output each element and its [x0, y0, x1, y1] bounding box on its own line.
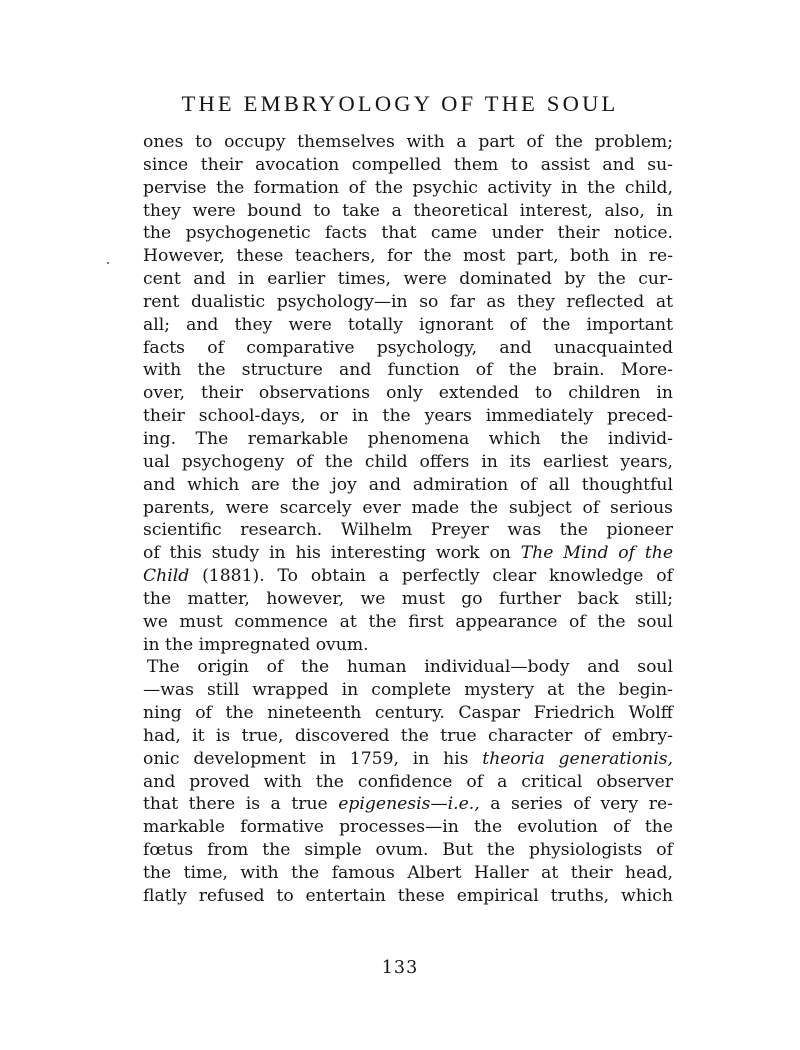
- line-text: cent and in earlier times, were dominated by the cur-: [143, 269, 673, 290]
- text-line: [143, 222, 673, 245]
- italic-text: The Mind of the: [520, 543, 674, 564]
- text-line: [143, 542, 673, 565]
- line-text: of this study in his interesting work on: [143, 543, 521, 564]
- line-text: had, it is true, discovered the true character of embry-: [143, 725, 673, 746]
- text-line: [143, 816, 673, 839]
- text-line: [143, 679, 673, 702]
- line-text: rent dualistic psychology—in so far as they reflected at: [143, 291, 673, 312]
- text-line: [143, 725, 673, 748]
- text-line: [143, 154, 673, 177]
- line-text: their school-days, or in the years immediately preced-: [143, 406, 673, 427]
- line-text: However, these teachers, for the most part, both in re-: [143, 246, 673, 267]
- line-text: they were bound to take a theoretical interest, also, in: [143, 200, 673, 221]
- margin-speck: [107, 262, 109, 264]
- line-text: and proved with the confidence of a critical observer: [143, 771, 673, 792]
- text-line: [143, 405, 673, 428]
- line-text: ones to occupy themselves with a part of the problem;: [143, 132, 673, 152]
- line-text: onic development in 1759, in his: [143, 748, 483, 769]
- text-line: [143, 793, 673, 816]
- text-line: [143, 382, 673, 405]
- line-text: over, their observations only extended to children in: [143, 383, 673, 404]
- text-line: [143, 497, 673, 520]
- line-text: ning of the nineteenth century. Caspar Friedrich Wolff: [143, 703, 673, 724]
- text-line: [143, 656, 673, 679]
- line-text: —was still wrapped in complete mystery at the begin-: [143, 680, 673, 701]
- text-line: [143, 839, 673, 862]
- text-line: [143, 314, 673, 337]
- line-text: markable formative processes—in the evolution of the: [143, 817, 673, 838]
- line-text: The origin of the human individual—body and soul: [147, 657, 673, 678]
- italic-text: epigenesis—i.e.,: [338, 794, 480, 815]
- line-text: facts of comparative psychology, and unacquainted: [143, 337, 673, 358]
- line-text: that there is a true: [143, 794, 339, 815]
- line-text: scientific research. Wilhelm Preyer was the pioneer: [143, 520, 673, 541]
- text-line: [143, 634, 673, 657]
- line-text: (1881). To obtain a perfectly clear knowledge of: [189, 566, 673, 587]
- text-line: [143, 245, 673, 268]
- paragraph: [143, 656, 673, 907]
- running-head: THE EMBRYOLOGY OF THE SOUL: [181, 91, 619, 116]
- text-line: [143, 885, 673, 908]
- line-text: flatly refused to entertain these empirical truths, which: [143, 885, 673, 906]
- text-line: [143, 268, 673, 291]
- text-line: [143, 200, 673, 223]
- text-line: [143, 337, 673, 360]
- text-line: [143, 611, 673, 634]
- text-line: [143, 588, 673, 611]
- line-text: a series of very re-: [479, 794, 673, 815]
- line-text: since their avocation compelled them to assist and su-: [143, 154, 673, 175]
- line-text: the time, with the famous Albert Haller at their head,: [143, 863, 673, 883]
- text-line: [143, 474, 673, 497]
- text-line: [143, 748, 673, 771]
- line-text: ing. The remarkable phenomena which the individ-: [143, 428, 673, 449]
- line-text: the matter, however, we must go further back still;: [143, 588, 673, 609]
- text-line: [143, 177, 673, 200]
- page-number: 133: [381, 958, 419, 978]
- body-text: [143, 131, 673, 908]
- text-line: [143, 131, 673, 154]
- line-text: we must commence at the first appearance of the soul: [143, 611, 673, 632]
- text-line: [143, 359, 673, 382]
- line-text: the psychogenetic facts that came under their notice.: [143, 223, 673, 244]
- line-text: ual psychogeny of the child offers in its earliest years,: [143, 451, 673, 472]
- text-line: [143, 702, 673, 725]
- line-text: pervise the formation of the psychic activity in the child,: [143, 177, 673, 198]
- line-text: in the impregnated ovum.: [143, 634, 369, 655]
- text-line: [143, 451, 673, 474]
- line-text: all; and they were totally ignorant of the important: [143, 314, 673, 335]
- text-line: [143, 565, 673, 588]
- text-line: [143, 519, 673, 542]
- line-text: parents, were scarcely ever made the subject of serious: [143, 497, 673, 518]
- line-text: and which are the joy and admiration of all thoughtful: [143, 474, 673, 495]
- italic-text: theoria generationis,: [482, 748, 673, 769]
- paragraph: [143, 131, 673, 656]
- text-line: [143, 862, 673, 885]
- line-text: fœtus from the simple ovum. But the physiologists of: [143, 840, 673, 861]
- text-line: [143, 771, 673, 794]
- line-text: with the structure and function of the brain. More-: [143, 360, 673, 381]
- text-line: [143, 291, 673, 314]
- text-line: [143, 428, 673, 451]
- italic-text: Child: [143, 566, 190, 587]
